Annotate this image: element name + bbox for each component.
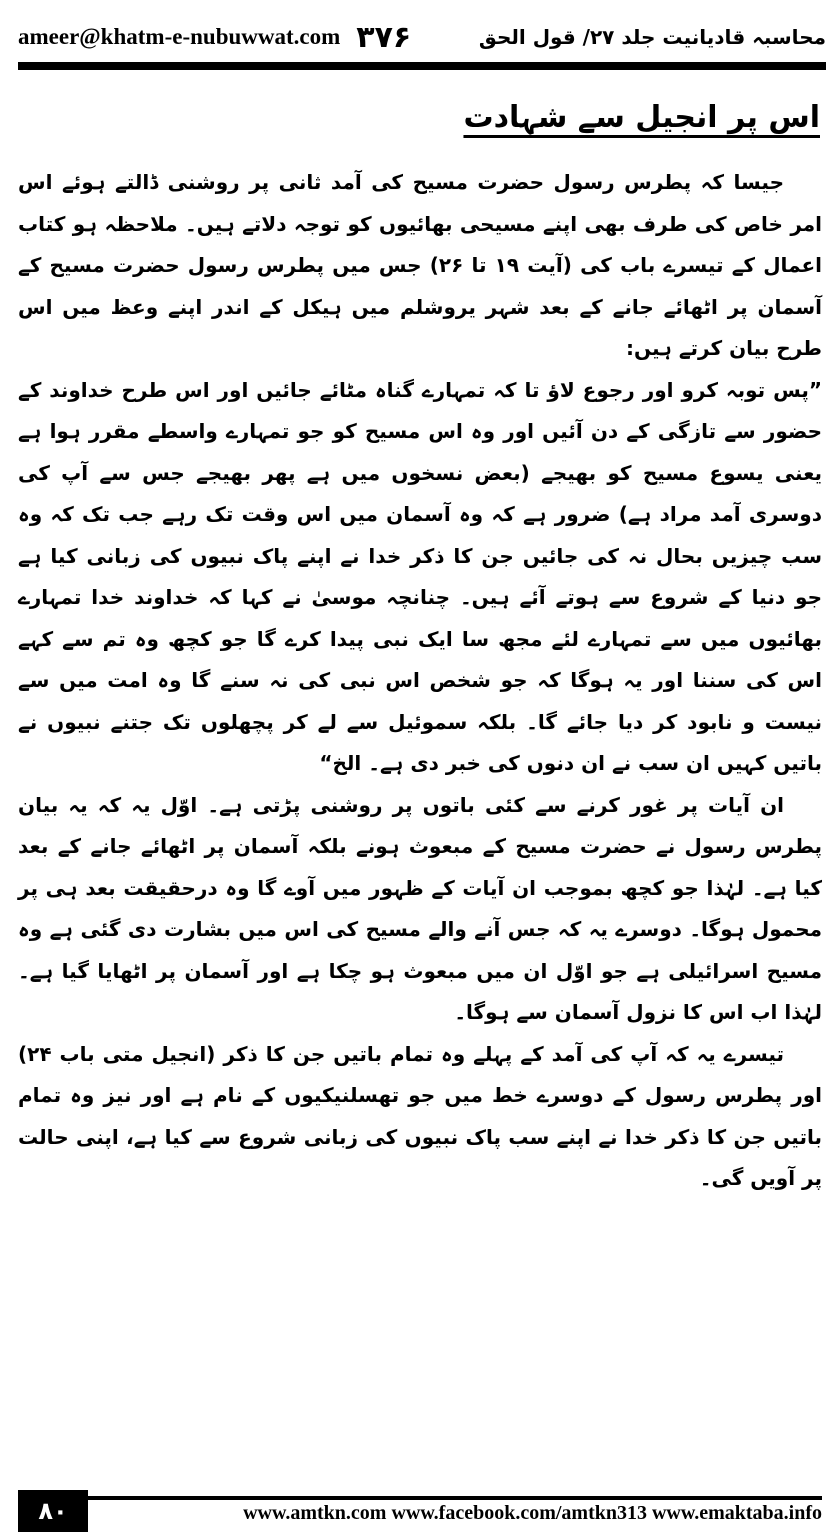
- paragraph-quotation: ”پس توبہ کرو اور رجوع لاؤ تا کہ تمہارے گناہ مٹائے جائیں اور اس طرح خداوند کے حضور سے تازگی کے دن آئیں اور وہ اس مسیح کو جو تمہارے واسطے مقرر ہوا ہے یعنی یسوع مسیح کو بھیجے (بعض نسخوں میں ہے پھر بھیجے جس سے آپ کی دوسری آمد مراد ہے) ضرور ہے کہ وہ آسمان میں اس وقت تک رہے جب تک کہ وہ سب چیزیں بحال نہ کی جائیں جن کا ذکر خدا نے اپنے پاک نبیوں کی زبانی کیا ہے جو دنیا کے شروع سے ہوتے آئے ہیں۔ چنانچہ موسیٰ نے کہا کہ خداوند خدا تمہارے بھائیوں میں سے تمہارے لئے مجھ سا ایک نبی پیدا کرے گا جو کچھ وہ تم سے کہے اس کی سننا اور یہ ہوگا کہ جو شخص اس نبی کی نہ سنے گا وہ امت میں سے نیست و نابود کر دیا جائے گا۔ بلکہ سموئیل سے لے کر پچھلوں تک جتنے نبیوں نے باتیں کہیں ان سب نے ان دنوں کی خبر دی ہے۔ الخ“: [18, 377, 822, 775]
- header-page-number: ۳۷۶: [356, 19, 412, 55]
- paragraph-analysis: ان آیات پر غور کرنے سے کئی باتوں پر روشنی پڑتی ہے۔ اوّل یہ کہ یہ بیان پطرس رسول نے حضرت مسیح کے مبعوث ہونے بلکہ آسمان پر اٹھائے جانے کے بعد کیا ہے۔ لہٰذا جو کچھ بموجب ان آیات کے ظہور میں آوے گا وہ درحقیقت بعد ہی پر محمول ہوگا۔ دوسرے یہ کہ جس آنے والے مسیح کی اس میں بشارت دی گئی ہے وہ مسیح اسرائیلی ہے جو اوّل ان میں مبعوث ہو چکا ہے اور آسمان پر اٹھایا گیا ہے۔ لہٰذا اب اس کا نزول آسمان سے ہوگا۔: [18, 792, 822, 1024]
- section-heading: اس پر انجیل سے شہادت: [463, 100, 820, 135]
- page-header: [18, 14, 826, 60]
- paragraph-intro: جیسا کہ پطرس رسول حضرت مسیح کی آمد ثانی پر روشنی ڈالتے ہوئے اس امر خاص کی طرف بھی اپنے مسیحی بھائیوں کو توجہ دلاتے ہیں۔ ملاحظہ ہو کتاب اعمال کے تیسرے باب کی (آیت ۱۹ تا ۲۶) جس میں پطرس رسول حضرت مسیح کے آسمان پر اٹھائے جانے کے بعد شہر یروشلم میں ہیکل کے اندر اپنے وعظ میں اس طرح بیان کرتے ہیں:: [18, 170, 822, 360]
- header-email[interactable]: ameer@khatm-e-nubuwwat.com: [18, 24, 341, 49]
- header-rule: [18, 62, 826, 70]
- page-footer: [18, 1490, 822, 1532]
- body-text: [18, 162, 822, 1200]
- header-book-title: محاسبہ قادیانیت جلد ۲۷/ قول الحق: [478, 25, 826, 49]
- header-left-group: [18, 20, 411, 55]
- footer-right: [88, 1490, 822, 1532]
- paragraph-third-point: تیسرے یہ کہ آپ کی آمد کے پہلے وہ تمام باتیں جن کا ذکر (انجیل متی باب ۲۴) اور پطرس رسول کے دوسرے خط میں جو تھسلنیکیوں کے نام ہے اور نیز وہ تمام باتیں جن کا ذکر خدا نے اپنے سب پاک نبیوں کی زبانی شروع سے کیا ہے، اپنی حالت پر آویں گی۔: [18, 1041, 822, 1190]
- footer-links[interactable]: www.amtkn.com www.facebook.com/amtkn313 www.emaktaba.info: [243, 1502, 822, 1524]
- footer-page-number: ۸۰: [18, 1490, 88, 1532]
